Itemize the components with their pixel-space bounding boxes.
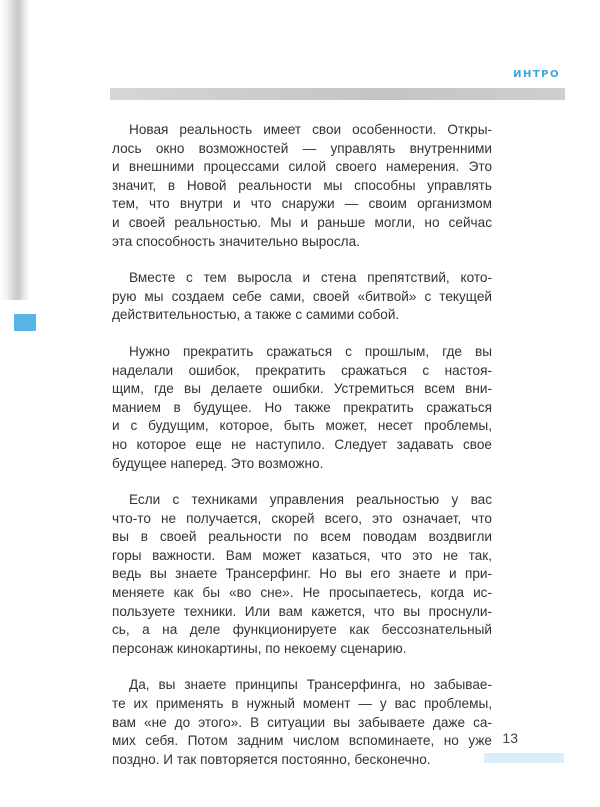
header-bar xyxy=(110,88,565,100)
text-line: Новая реальность имеет свои особенности. Откры- xyxy=(129,122,492,137)
text-line: что-то не получается, скорей всего, это означает, что xyxy=(112,510,492,526)
text-line: будущее наперед. Это возможно. xyxy=(112,455,324,471)
text-line: те их применять в нужный момент — у вас проблемы, xyxy=(112,696,492,712)
paragraph xyxy=(112,343,492,473)
text-line: и внешними процессами силой своего намерения. Это xyxy=(112,159,492,175)
text-line: но которое еще не наступило. Следует задавать свое xyxy=(112,436,492,452)
text-line: персонаж кинокартины, по некоему сценарию. xyxy=(112,640,407,656)
text-line: значит, в Новой реальности мы способны управлять xyxy=(112,177,492,193)
text-line: манием в будущее. Но также прекратить сражаться xyxy=(112,399,492,415)
text-line: лось окно возможностей — управлять внутренними xyxy=(112,140,492,156)
paragraph xyxy=(112,121,492,251)
text-line: Да, вы знаете принципы Трансерфинга, но забывае- xyxy=(129,677,492,693)
text-line: Если с техниками управления реальностью у вас xyxy=(129,492,492,508)
paragraph xyxy=(112,676,492,769)
text-line: и с будущим, которое, быть может, несет проблемы, xyxy=(112,418,492,434)
left-edge-stripe xyxy=(0,0,30,300)
text-line: мих себя. Потом задним числом вспоминаете, но уже xyxy=(112,733,492,749)
text-line: горы важности. Вам может казаться, что это не так, xyxy=(112,547,492,563)
paragraph xyxy=(112,269,492,325)
text-line: сь, а на деле функционируете как бессознательный xyxy=(112,622,492,638)
text-line: ведь вы знаете Трансерфинг. Но вы его знаете и при- xyxy=(112,566,492,582)
section-label: ИНТРО xyxy=(513,69,560,80)
text-line: щим, где вы делаете ошибки. Устремиться всем вни- xyxy=(112,381,492,397)
paragraph xyxy=(112,491,492,658)
text-line: Нужно прекратить сражаться с прошлым, где вы xyxy=(129,343,492,359)
text-line: меняете как бы «во сне». Не просыпаетесь, когда ис- xyxy=(112,585,492,601)
text-line: наделали ошибок, прекратить сражаться с настоя- xyxy=(112,362,492,378)
text-line: Вместе с тем выросла и стена препятствий, кото- xyxy=(129,270,492,286)
text-line: эта способность значительно выросла. xyxy=(112,233,360,249)
page-number: 13 xyxy=(502,730,518,746)
body-text xyxy=(112,121,492,787)
text-line: пользуете техники. Или вам кажется, что вы проснули- xyxy=(112,603,492,619)
text-line: и своей реальностью. Мы и раньше могли, но сейчас xyxy=(112,214,492,230)
text-line: вы в своей реальности по всем поводам воздвигли xyxy=(112,529,492,545)
side-marker xyxy=(14,314,36,331)
text-line: поздно. И так повторяется постоянно, бесконечно. xyxy=(112,751,431,767)
text-line: рую мы создаем себе сами, своей «битвой» с текущей xyxy=(112,288,492,304)
text-line: вам «не до этого». В ситуации вы забываете даже са- xyxy=(112,714,492,730)
footer-bar xyxy=(484,753,564,763)
text-line: тем, что внутри и что снаружи — своим организмом xyxy=(112,196,492,212)
text-line: действительностью, а также с самими собой. xyxy=(112,307,400,323)
